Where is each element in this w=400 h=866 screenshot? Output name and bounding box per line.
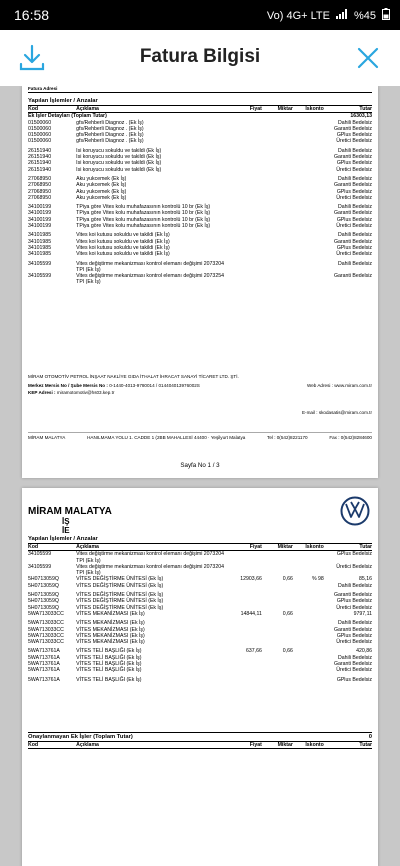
summary-row [28,113,372,120]
col-price: Fiyat [228,544,262,551]
cell-total: Üretici Bedelsiz [336,667,372,674]
cell-discount: % 98 [311,576,324,583]
operations-table [28,106,372,286]
cell-code: 34100199 [28,216,52,223]
cell-total: Dahili Bedelsiz [337,204,372,211]
cell-price [228,677,262,683]
col-discount: İskonto [293,106,324,113]
cell-code: 26151940 [28,160,52,167]
cell-desc: Aku yukcemek (Ek İş) [76,194,127,201]
col-price: Fiyat [228,106,262,113]
cell-desc: Vites koi kutusu sokuldu ve takildi (Ek İş) [76,251,170,258]
cell-desc: Vites koi kutusu sokuldu ve takildi (Ek İş) [76,232,170,239]
footer-address: HANILMAMA YOLU 1. CADDE 1 (2BB MAHALLESİ 44400 · Yeşilyurt Malatya [87,435,246,440]
invoice-address-label: Fatura Adresi [28,86,372,93]
cell-code: 34105599 [28,563,52,570]
cell-desc: gfs/Rehberli Diagnoz . (Ek İş) [76,132,144,139]
cell-desc: Vites değiştirme mekanizması kontrol elemanı değişimi 2073204 TPI (Ek İş) [76,260,224,273]
cell-total: Dahili Bedelsiz [337,620,372,627]
network-indicator: Vo) 4G+ LTE [266,9,330,22]
cell-code: 5H0713059Q [28,598,59,605]
signal-icon [336,9,348,22]
cell-total: 85,16 [359,576,372,583]
cell-qty: 0,66 [282,610,293,617]
status-time: 16:58 [14,7,50,23]
cell-desc: VİTES DEĞİŞTİRME ÜNİTESİ (Ek İş) [76,576,164,583]
cell-desc: VİTES MEKANİZMASI (Ek İş) [76,610,145,617]
dealer-name: MİRAM MALATYA [28,506,112,517]
cell-total: Dahili Bedelsiz [337,119,372,126]
cell-code: 26151940 [28,166,52,173]
cell-desc: Isi koruyucu sokuldu ve takildi (Ek İş) [76,160,162,167]
page-title: Fatura Bilgisi [139,46,261,67]
cell-discount [293,677,324,683]
table-row [28,261,372,274]
table-row [28,551,372,564]
merkez-label: Merkez Mersis No / Şube Mersis No : [28,383,108,388]
cell-code: 34100199 [28,204,52,211]
cell-code: 01500060 [28,138,52,145]
cell-desc: VİTES MEKANİZMASI (Ek İş) [76,639,145,646]
cell-total: GPlus Bedelsiz [336,676,372,683]
col-qty: Miktar [262,106,293,113]
col-price: Fiyat [228,742,262,749]
cell-code: 5WA713033CC [28,639,64,646]
cell-code: 27068950 [28,188,52,195]
cell-total: GPlus Bedelsiz [336,216,372,223]
cell-desc: Aku yukcemek (Ek İş) [76,188,127,195]
cell-total: Garanti Bedelsiz [333,125,372,132]
cell-desc: TPiya göre Vites kolu muhafazasının kontrolü 10 br (Ek İş) [76,204,211,211]
cell-total: Dahili Bedelsiz [337,175,372,182]
document-page-1 [22,86,378,478]
cell-code: 34105599 [28,551,52,558]
cell-code: 5WA713033CC [28,620,64,627]
cell-code: 26151940 [28,147,52,154]
cell-total: Garanti Bedelsiz [333,661,372,668]
cell-total: Dahili Bedelsiz [337,654,372,661]
cell-price: 12903,66 [240,576,262,583]
cell-desc: Vites koi kutusu sokuldu ve takildi (Ek İş) [76,238,170,245]
cell-total: Dahili Bedelsiz [337,582,372,589]
summary-total: 16303,13 [350,113,372,120]
cell-total: 9797,11 [353,610,372,617]
kep-value: miramotomotiv@hs03.kep.tr [56,390,115,395]
cell-code: 34101985 [28,238,52,245]
unapproved-table [28,742,372,749]
cell-price: 14844,11 [240,610,262,617]
cell-total: Üretici Bedelsiz [336,166,372,173]
cell-total: Garanti Bedelsiz [333,182,372,189]
battery-level: %45 [353,9,376,22]
cell-code: 34100199 [28,210,52,217]
cell-qty [262,551,293,564]
col-qty: Miktar [262,742,293,749]
cell-qty: 0,66 [282,648,293,655]
cell-code: 5H0713059Q [28,576,59,583]
cell-desc: Isi koruyucu sokuldu ve takildi (Ek İş) [76,147,162,154]
cell-total: GPlus Bedelsiz [336,632,372,639]
cell-code: 27068950 [28,194,52,201]
cell-code: 27068950 [28,175,52,182]
cell-total: Dahili Bedelsiz [337,260,372,267]
company-info [28,374,372,416]
cell-total: Üretici Bedelsiz [336,639,372,646]
cell-code: 01500060 [28,125,52,132]
cell-qty [262,677,293,683]
web-address: Web Adresi : www.miram.com.tr [306,383,372,388]
cell-total: Dahili Bedelsiz [337,147,372,154]
col-code: Kod [28,106,76,113]
cell-desc: TPiya göre Vites kolu muhafazasının kontrolü 10 br (Ek İş) [76,210,211,217]
cell-desc: VİTES DEĞİŞTİRME ÜNİTESİ (Ek İş) [76,592,164,599]
cell-discount [293,261,324,274]
cell-qty: 0,66 [282,576,293,583]
cell-desc: Aku yukcemek (Ek İş) [76,175,127,182]
col-desc: Açıklama [76,742,227,749]
cell-total: Üretici Bedelsiz [336,223,372,230]
footer-fax: Fax : 0(542)8284600 [329,435,372,440]
table-header-row [28,544,372,551]
close-button[interactable] [352,42,384,74]
cell-total: Üretici Bedelsiz [336,138,372,145]
cell-code: 34101985 [28,251,52,258]
status-icons [267,8,390,23]
cell-code: 27068950 [28,182,52,189]
document-page-2 [22,488,378,866]
cell-qty [262,261,293,274]
table-row [28,273,372,286]
cell-total: GPlus Bedelsiz [336,132,372,139]
cell-desc: Aku yukcemek (Ek İş) [76,182,127,189]
cell-total: Üretici Bedelsiz [336,251,372,258]
cell-desc: VİTES MEKANİZMASI (Ek İş) [76,620,145,627]
cell-price: 637,66 [246,648,262,655]
dealer-sub-2: İE [62,526,70,535]
cell-total: GPlus Bedelsiz [336,598,372,605]
cell-desc: VİTES TELİ BAŞLIĞI (Ek İş) [76,676,142,683]
cell-desc: VİTES DEĞİŞTİRME ÜNİTESİ (Ek İş) [76,582,164,589]
kep-label: KEP Adresi : [28,390,56,395]
cell-code: 5WA713033CC [28,610,64,617]
cell-total: GPlus Bedelsiz [336,160,372,167]
cell-total: GPlus Bedelsiz [336,551,372,558]
cell-desc: gfs/Rehberli Diagnoz . (Ek İş) [76,138,144,145]
operations-table-2 [28,544,372,683]
unapproved-title: Onaylanmayan Ek İşler (Toplam Tutar) [28,734,133,740]
company-line: MİRAM OTOMOTİV PETROL İNŞAAT NAKLİYE GIDA İTHALAT İHRACAT SANAYİ TİCARET LTD. ŞTİ. [28,374,239,379]
cell-code: 01500060 [28,132,52,139]
cell-desc: Vites değiştirme mekanizması kontrol elemanı değişimi 2073204 TPI (Ek İş) [76,551,224,564]
cell-code: 34101985 [28,244,52,251]
cell-qty [262,564,293,577]
cell-desc: VİTES TELİ BAŞLIĞI (Ek İş) [76,654,142,661]
email-address: E-mail : skodasatis@miram.com.tr [301,410,372,415]
table-row [28,564,372,577]
cell-code: 5WA713033CC [28,626,64,633]
cell-desc: VİTES DEĞİŞTİRME ÜNİTESİ (Ek İş) [76,604,164,611]
cell-total: GPlus Bedelsiz [336,244,372,251]
cell-price [228,564,262,577]
cell-total: 420,86 [356,648,372,655]
col-total: Tutar [324,742,372,749]
dealer-sub-1: İŞ [62,517,70,526]
cell-code: 5WA713761A [28,667,60,674]
cell-total: Garanti Bedelsiz [333,273,372,280]
cell-desc: VİTES MEKANİZMASI (Ek İş) [76,632,145,639]
col-discount: İskonto [293,742,324,749]
cell-code: 5H0713059Q [28,592,59,599]
col-total: Tutar [324,106,372,113]
cell-code: 5H0713059Q [28,604,59,611]
col-discount: İskonto [293,544,324,551]
cell-desc: Vites koi kutusu sokuldu ve takildi (Ek İş) [76,244,170,251]
cell-discount [293,564,324,577]
app-header [0,30,400,87]
cell-total: Dahili Bedelsiz [337,232,372,239]
cell-desc: VİTES TELİ BAŞLIĞI (Ek İş) [76,661,142,668]
unapproved-total: 0 [368,734,372,740]
cell-code: 5WA713761A [28,654,60,661]
col-code: Kod [28,742,76,749]
cell-code: 5WA713761A [28,661,60,668]
vw-logo-icon [340,496,370,526]
cell-total: Garanti Bedelsiz [333,238,372,245]
table-header-row [28,742,372,749]
cell-code: 01500060 [28,119,52,126]
cell-desc: VİTES TELİ BAŞLIĞI (Ek İş) [76,667,142,674]
cell-code: 34100199 [28,223,52,230]
operations-section-title: Yapılan İşlemler / Arızalar [28,98,372,106]
status-bar [0,0,400,30]
cell-desc: VİTES TELİ BAŞLIĞI (Ek İş) [76,648,142,655]
cell-desc: gfs/Rehberli Diagnoz . (Ek İş) [76,119,144,126]
cell-desc: TPiya göre Vites kolu muhafazasının kontrolü 10 br (Ek İş) [76,223,211,230]
table-header-row [28,106,372,113]
operations-section-title-2: Yapılan İşlemler / Arızalar [28,536,372,544]
col-total: Tutar [324,544,372,551]
cell-code: 5WA713033CC [28,632,64,639]
cell-total: Garanti Bedelsiz [333,154,372,161]
cell-total: Üretici Bedelsiz [336,194,372,201]
cell-code: 5WA713761A [28,648,60,655]
merkez-value: 0-1440-4013-9780014 / 014404013976002S [109,383,200,388]
document-viewer[interactable] [0,86,400,866]
cell-discount [293,273,324,286]
cell-total: Garanti Bedelsiz [333,626,372,633]
cell-desc: Isi koruyucu sokuldu ve takildi (Ek İş) [76,154,162,161]
battery-icon [382,8,390,23]
cell-desc: Isi koruyucu sokuldu ve takildi (Ek İş) [76,166,162,173]
cell-code: 5H0713059Q [28,582,59,589]
cell-total: Üretici Bedelsiz [336,604,372,611]
col-desc: Açıklama [76,544,227,551]
cell-desc: TPiya göre Vites kolu muhafazasının kontrolü 10 br (Ek İş) [76,216,211,223]
cell-desc: Vites değiştirme mekanizması kontrol elemanı değişimi 2073204 TPI (Ek İş) [76,563,224,577]
cell-code: 34105599 [28,273,52,280]
cell-code: 34101985 [28,232,52,239]
page1-footer [28,432,372,441]
footer-tel: Tel : 0(542)8221170 [267,435,308,440]
cell-discount [293,551,324,564]
cell-code: 34105599 [28,260,52,267]
unapproved-section [28,732,372,742]
cell-desc: VİTES MEKANİZMASI (Ek İş) [76,626,145,633]
cell-code: 26151940 [28,154,52,161]
col-desc: Açıklama [76,106,227,113]
cell-total: Üretici Bedelsiz [336,563,372,570]
cell-price [228,551,262,564]
cell-total: GPlus Bedelsiz [336,188,372,195]
cell-desc: Vites değiştirme mekanizması kontrol elemanı değişimi 2073254 TPI (Ek İş) [76,273,224,286]
cell-price [228,273,262,286]
cell-price [228,261,262,274]
cell-desc: VİTES DEĞİŞTİRME ÜNİTESİ (Ek İş) [76,598,164,605]
page-number: Sayfa No 1 / 3 [180,462,220,469]
close-icon [352,42,384,74]
table-row [28,677,372,683]
footer-city: MİRAM MALATYA [28,435,66,440]
summary-label: Ek İşler Detayları (Toplam Tutar) [28,113,107,120]
cell-desc: gfs/Rehberli Diagnoz . (Ek İş) [76,125,144,132]
cell-total: Garanti Bedelsiz [333,210,372,217]
col-code: Kod [28,544,76,551]
col-qty: Miktar [262,544,293,551]
cell-total: Garanti Bedelsiz [333,592,372,599]
cell-code: 5WA713761A [28,676,60,683]
cell-qty [262,273,293,286]
